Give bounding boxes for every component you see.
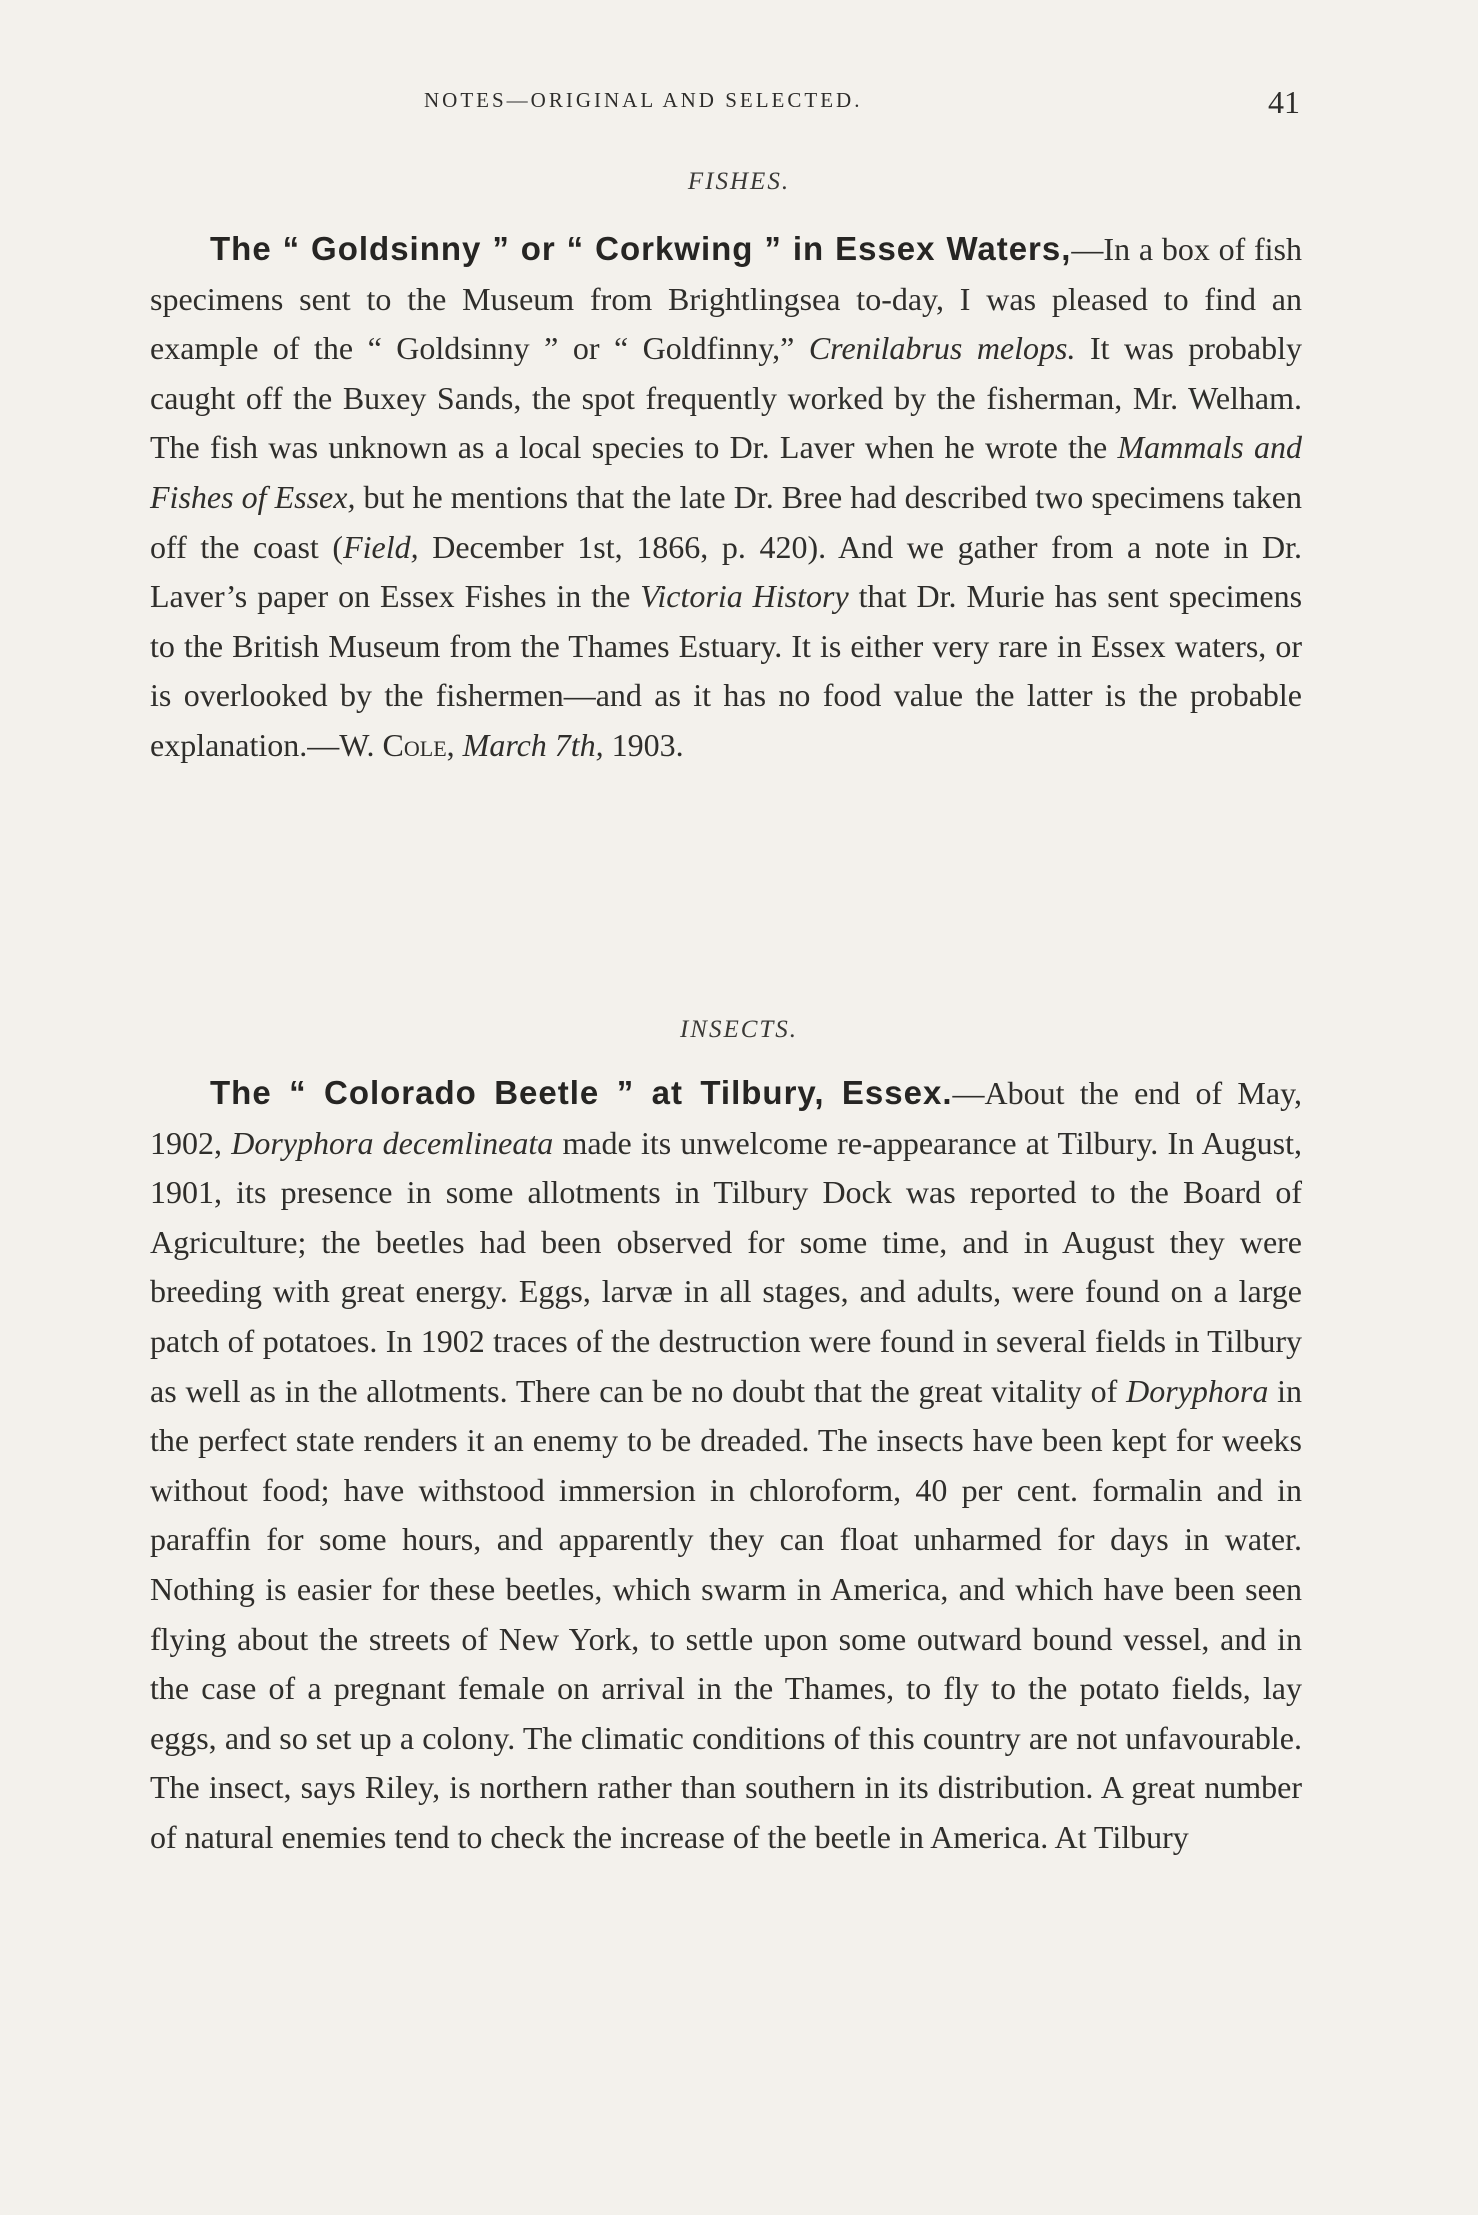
note-text: in the perfect state renders it an enemy to be dreaded. The insects have been kept for weeks without food; have withstood immersion in chloroform, 40 per cent. formalin and in paraffin for some hours, and apparently they can float unharmed for days in water. Nothing is easier for these beetles, which swarm in America, and which have been seen flying about the streets of New York, to settle upon some outward bound vessel, and in the case of a pregnant female on arrival in the Thames, to fly to the potato fields, lay eggs, and so set up a colony. The climatic conditions of this country are not unfavourable. The insect, says Riley, is northern rather than southern in its distribution. A great number of natural enemies tend to check the increase of the beetle in America. At Tilbury (150, 1372, 1303, 1855)
note-goldsinny (150, 224, 1302, 771)
note-text: —In a box of fish specimens sent to the Museum from Brightlingsea to-day, I was pleased to find an example of the “ Goldsinny ” or “ Goldfinny,” (150, 231, 1302, 367)
note-text: It was probably caught off the Buxey Sands, the spot frequently worked by the fisherman, Mr. Welham. The fish was unknown as a local species to Dr. Laver when he wrote the (150, 330, 1303, 466)
page-number: 41 (1268, 84, 1300, 120)
author-name: Cole, (382, 726, 455, 763)
species-name: Crenilabrus melops. (808, 330, 1076, 367)
book-title: Mammals and Fishes of Essex, (150, 429, 1303, 515)
section-title-insects: INSECTS. (679, 1016, 799, 1043)
section-title-fishes: FISHES. (687, 168, 791, 195)
note-heading-colorado-beetle: The “ Colorado Beetle ” at Tilbury, Essex. (210, 1074, 953, 1111)
journal-title: Field, (343, 528, 419, 565)
note-text: but he mentions that the late Dr. Bree had described two specimens taken off the coast ( (150, 478, 1303, 565)
note-colorado-beetle (150, 1068, 1302, 1863)
species-name: Doryphora decemlineata (231, 1124, 554, 1161)
note-heading-goldsinny: The “ Goldsinny ” or “ Corkwing ” in Essex Waters, (210, 230, 1072, 267)
book-title: Victoria History (640, 578, 849, 615)
note-date: March 7th, (462, 726, 604, 763)
note-text: made its unwelcome re-appearance at Tilbury. In August, 1901, its presence in some allotments in Tilbury Dock was reported to the Board of Agriculture; the beetles had been observed for some time, and in August they were breeding with great energy. Eggs, larvæ in all stages, and adults, were found on a large patch of potatoes. In 1902 traces of the destruction were found in several fields in Tilbury as well as in the allotments. There can be no doubt that the great vitality of (150, 1124, 1303, 1409)
note-year: 1903. (603, 726, 684, 763)
note-text: —About the end of May, 1902, (150, 1075, 1302, 1161)
genus-name: Doryphora (1126, 1372, 1269, 1409)
note-text: that Dr. Murie has sent specimens to the British Museum from the Thames Estuary. It is either very rare in Essex waters, or is overlooked by the fishermen—and as it has no food value the latter is the probable explanation.—W. (150, 578, 1303, 763)
running-title: NOTES—ORIGINAL AND SELECTED. (424, 88, 863, 112)
running-header (0, 84, 1478, 128)
note-text: December 1st, 1866, p. 420). And we gather from a note in Dr. Laver’s paper on Essex Fishes in the (150, 528, 1303, 615)
